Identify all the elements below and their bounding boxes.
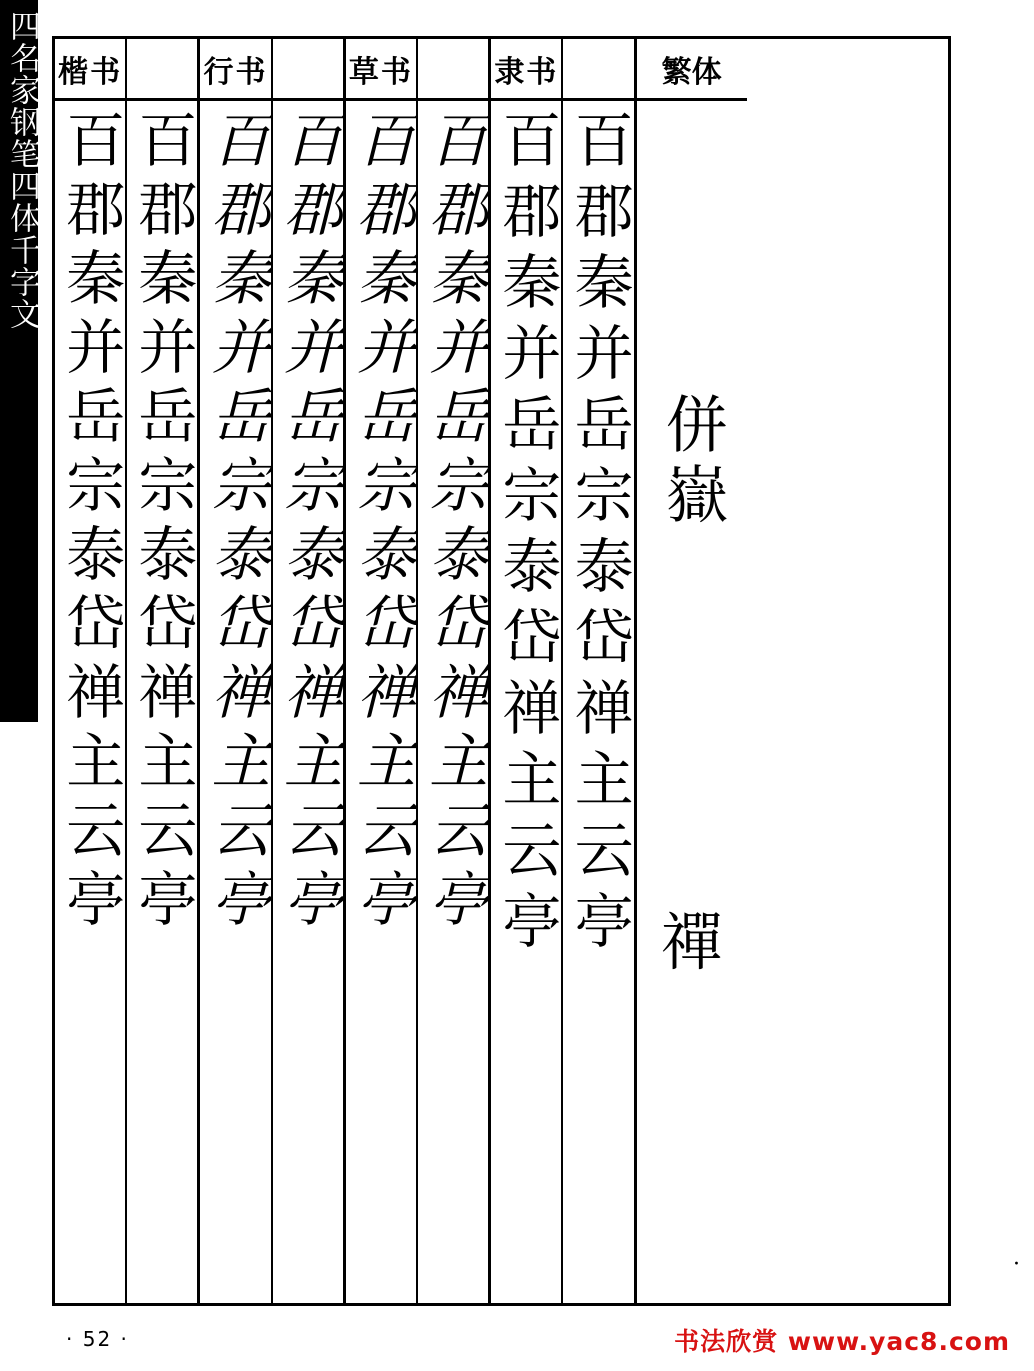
column-header-fanti: 繁体 — [637, 39, 747, 101]
column-kaishu-2 — [127, 39, 197, 1303]
glyph-column: 百郡秦并岳宗泰岱禅主云亭 — [128, 109, 198, 937]
glyph-column: 百郡秦并岳宗泰岱禅主云亭 — [564, 109, 634, 961]
column-body-lishu-2 — [563, 101, 633, 1303]
fanti-single-bottom: 禪 — [660, 906, 723, 980]
column-xingshu-2 — [273, 39, 343, 1303]
column-body-xingshu-2 — [273, 101, 343, 1303]
side-banner-title: 四名家钢笔四体千字文 — [4, 10, 40, 330]
column-header-caoshu-left: 草书 — [346, 39, 416, 101]
column-header-kaishu-right — [127, 39, 197, 101]
column-body-xingshu-1 — [200, 101, 270, 1303]
column-header-xingshu-left: 行书 — [200, 39, 270, 101]
glyph-column: 百郡秦并岳宗泰岱禅主云亭 — [56, 109, 126, 937]
column-header-lishu-right — [563, 39, 633, 101]
column-lishu-1 — [491, 39, 563, 1303]
column-header-kaishu-left: 楷书 — [55, 39, 125, 101]
watermark-label: 书法欣赏 — [674, 1327, 779, 1356]
fanti-pair-top: 併嶽 — [655, 391, 729, 532]
column-caoshu-1 — [346, 39, 418, 1303]
column-group-xingshu — [200, 39, 345, 1303]
side-banner — [0, 0, 38, 722]
calligraphy-table — [52, 36, 951, 1306]
column-lishu-2 — [563, 39, 633, 1303]
column-group-kaishu — [55, 39, 200, 1303]
corner-mark: · — [1013, 1252, 1020, 1277]
watermark-url: www.yac8.com — [787, 1327, 1010, 1356]
column-body-kaishu-1 — [55, 101, 125, 1303]
glyph-column: 百郡秦并岳宗泰岱禅主云亭 — [347, 109, 417, 937]
column-xingshu-1 — [200, 39, 272, 1303]
glyph-column: 百郡秦并岳宗泰岱禅主云亭 — [273, 109, 343, 937]
column-body-caoshu-1 — [346, 101, 416, 1303]
watermark — [674, 1322, 1010, 1358]
column-header-xingshu-right — [273, 39, 343, 101]
column-body-lishu-1 — [491, 101, 561, 1303]
column-group-lishu — [491, 39, 636, 1303]
column-header-caoshu-right — [418, 39, 488, 101]
column-group-fanti — [637, 39, 747, 1303]
column-header-lishu-left: 隶书 — [491, 39, 561, 101]
glyph-column: 百郡秦并岳宗泰岱禅主云亭 — [492, 109, 562, 961]
column-kaishu-1 — [55, 39, 127, 1303]
column-fanti — [637, 39, 747, 1303]
column-body-kaishu-2 — [127, 101, 197, 1303]
column-body-caoshu-2 — [418, 101, 488, 1303]
column-caoshu-2 — [418, 39, 488, 1303]
column-body-fanti — [637, 101, 747, 1303]
glyph-column: 百郡秦并岳宗泰岱禅主云亭 — [201, 109, 271, 937]
glyph-column: 百郡秦并岳宗泰岱禅主云亭 — [419, 109, 489, 937]
column-group-caoshu — [346, 39, 491, 1303]
page-number: · 52 · — [66, 1327, 129, 1351]
